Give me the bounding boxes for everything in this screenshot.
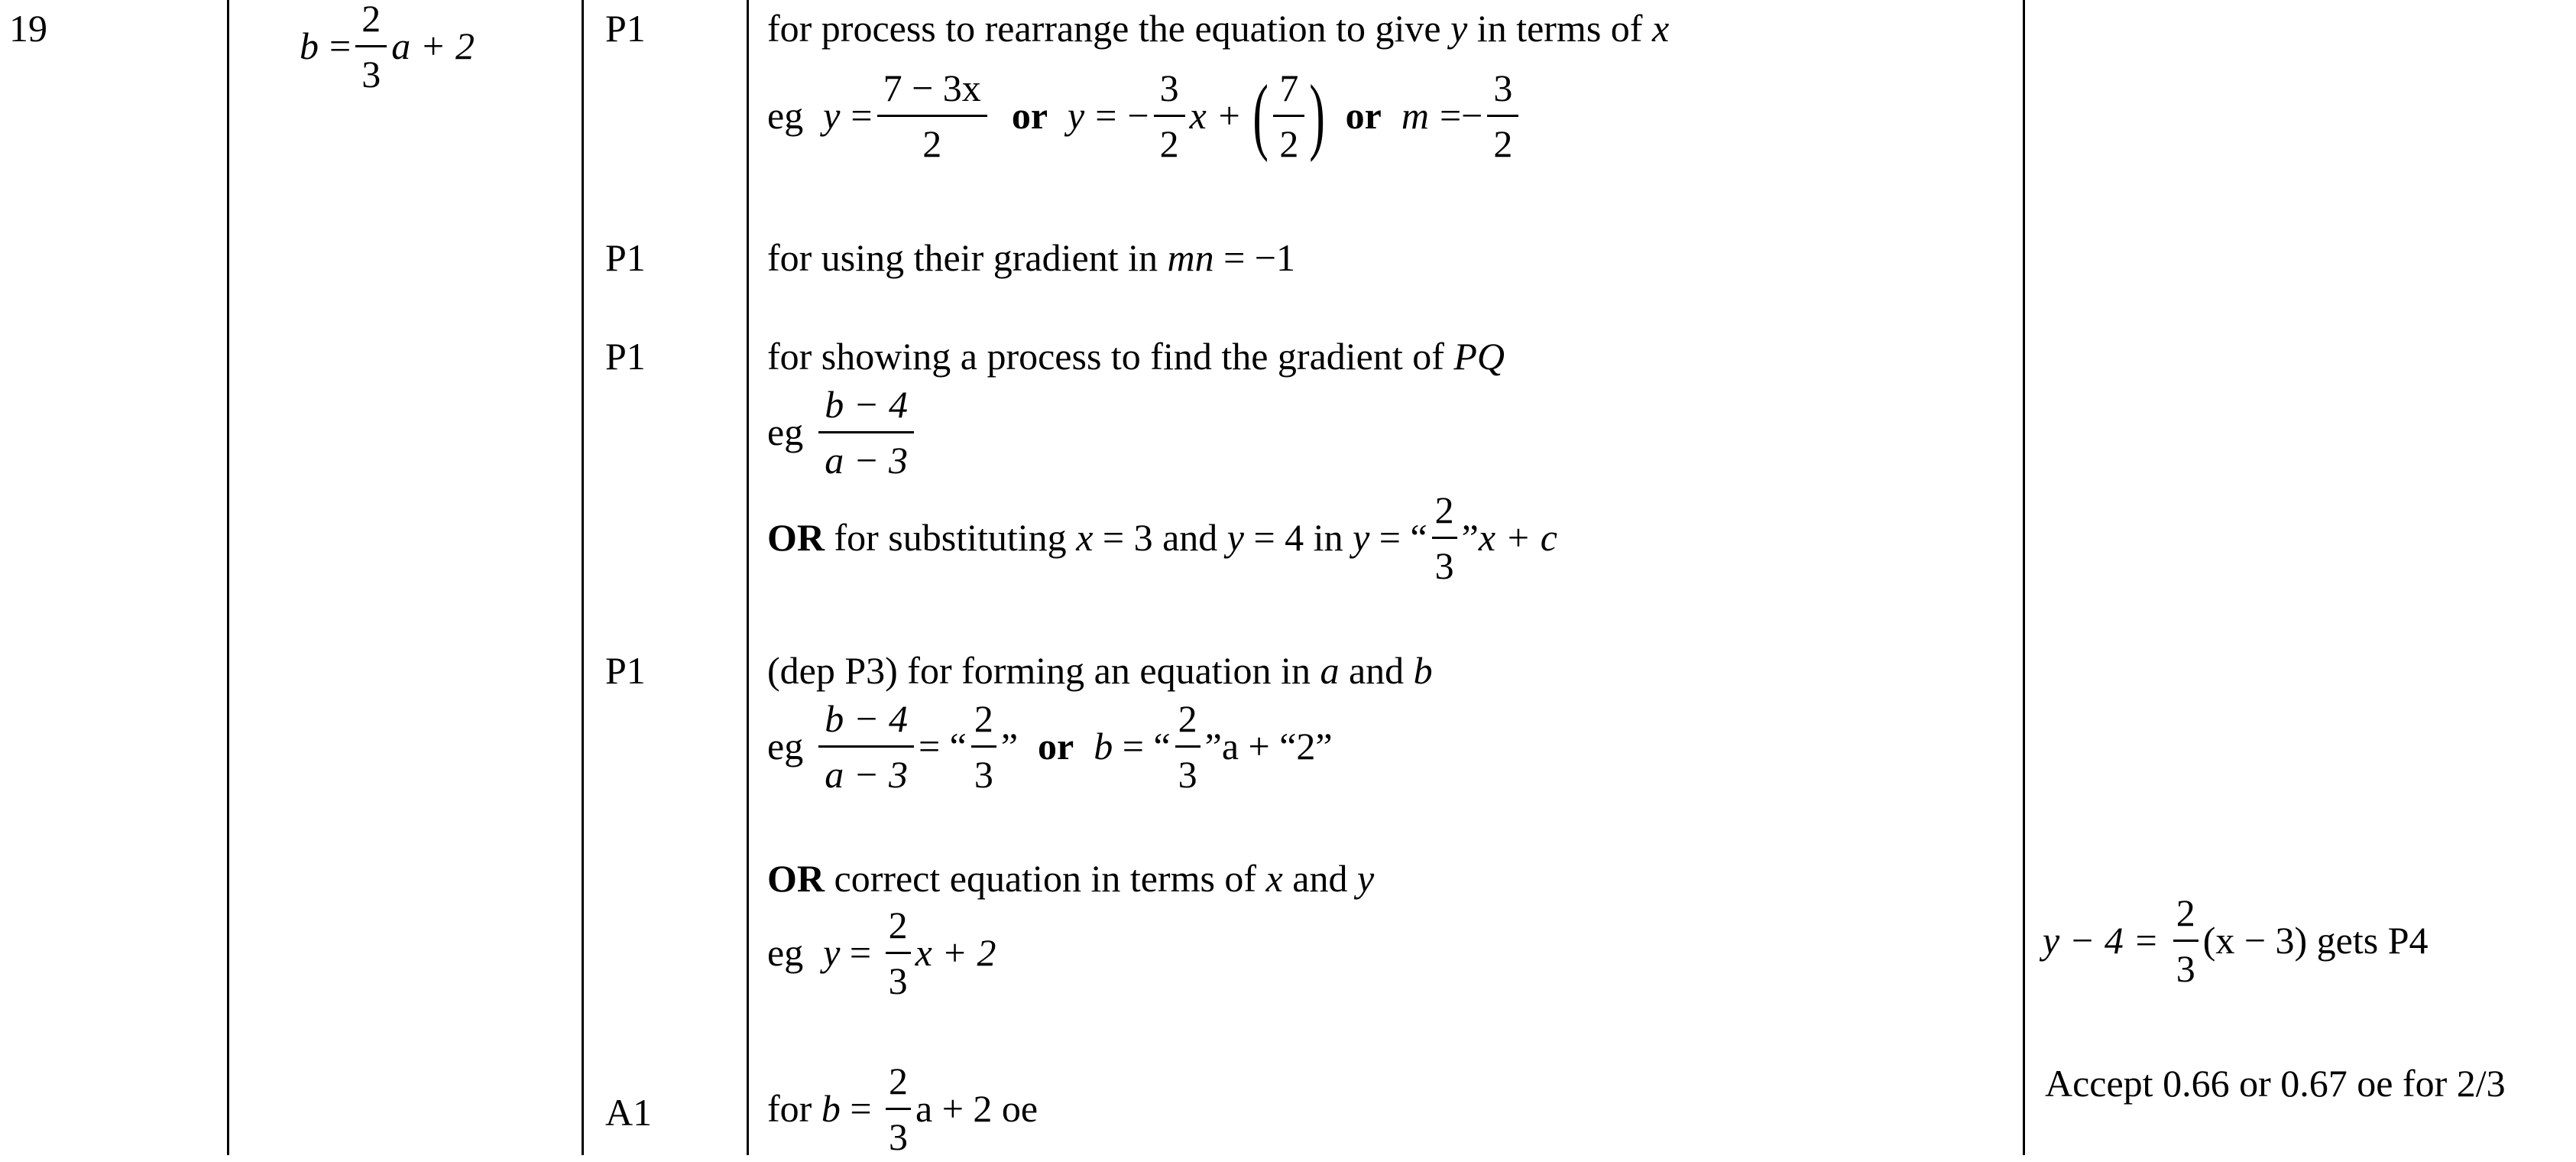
- row4-close: ”: [1000, 725, 1019, 768]
- row3-eg: eg: [767, 411, 804, 453]
- row3-eq-open: = “: [1369, 516, 1427, 559]
- row4-k-fraction: [886, 903, 911, 1003]
- row1-y2-num: 3: [1154, 66, 1185, 117]
- row1-m-eq: =: [1439, 94, 1462, 137]
- row1-examples: [767, 47, 1523, 184]
- row3-sub-text: for substituting: [825, 516, 1077, 559]
- row1-y2-den: 2: [1159, 122, 1179, 165]
- row5-description: [767, 1055, 1038, 1162]
- note-2: Accept 0.66 or 0.67 oe for 2/3: [2045, 1062, 2506, 1105]
- row1-y1-lhs: y: [823, 94, 841, 137]
- row4-and2: and: [1282, 857, 1357, 900]
- column-divider-2: [582, 0, 584, 1155]
- row4-b-lhs: b: [1094, 725, 1113, 768]
- mark-code: P1: [605, 649, 646, 692]
- row1-y2-eq: =: [1095, 94, 1117, 137]
- row4-or-line: [767, 857, 1375, 900]
- row3-sub-y: y: [1226, 516, 1244, 559]
- note1-fraction: [2173, 891, 2199, 991]
- column-divider-4: [2023, 0, 2025, 1155]
- row4-example-2: [767, 899, 996, 1006]
- row4-g-fraction: [971, 696, 996, 797]
- row1-m-den: 2: [1493, 122, 1513, 165]
- row4-or: or: [1038, 725, 1074, 768]
- row5-text: for: [767, 1087, 821, 1130]
- row3-or-line: [767, 469, 1557, 606]
- row1-y2-pnum: 7: [1273, 66, 1304, 117]
- row3-xc: x + c: [1478, 516, 1557, 559]
- row4-and: and: [1339, 649, 1414, 692]
- answer-lhs: b: [300, 24, 319, 67]
- row4-f-den: a − 3: [825, 752, 908, 796]
- row1-y2-paren-fraction: [1273, 66, 1304, 166]
- row2-description: [767, 236, 1296, 279]
- row4-var-a: a: [1320, 649, 1340, 692]
- row1-text-b: in terms of: [1467, 7, 1652, 50]
- row1-eg: eg: [767, 94, 804, 137]
- row2-math: mn: [1167, 236, 1214, 279]
- row1-y1-eq: =: [851, 94, 873, 137]
- row4-h-num: 2: [1175, 696, 1201, 748]
- row1-m-num: 3: [1487, 66, 1518, 117]
- row1-or-1: or: [1011, 94, 1048, 137]
- answer-rest: a + 2: [391, 24, 475, 67]
- row3-close: ”: [1461, 516, 1479, 559]
- column-divider-3: [747, 0, 749, 1155]
- column-divider-1: [227, 0, 229, 1155]
- row3-g-den: 3: [1434, 544, 1454, 587]
- row1-text-a: for process to rearrange the equation to give: [767, 7, 1451, 50]
- row4-b-tail: ”a + “2”: [1204, 725, 1333, 768]
- row1-y1-den: 2: [922, 122, 942, 165]
- row3-or-word: OR: [767, 516, 825, 559]
- answer-num: 2: [355, 0, 387, 47]
- question-number: 19: [9, 7, 47, 50]
- row3-y-lhs: y: [1353, 516, 1370, 559]
- note1-tail: (x − 3) gets P4: [2202, 919, 2429, 962]
- row4-or-word: OR: [767, 857, 825, 900]
- row4-example: [767, 677, 1333, 815]
- row5-den: 3: [889, 1115, 909, 1158]
- row4-y-eq: =: [840, 931, 881, 974]
- left-paren: (: [1252, 68, 1269, 163]
- row4-b-eq-open: = “: [1113, 725, 1171, 768]
- row3-frac-num: b − 4: [818, 382, 914, 433]
- row5-eq: =: [840, 1087, 882, 1130]
- row1-m-fraction: [1487, 66, 1518, 166]
- mark-code: P1: [605, 236, 646, 279]
- row1-var-y: y: [1450, 7, 1468, 50]
- row1-var-x: x: [1651, 7, 1670, 50]
- row3-sub-x: x: [1076, 516, 1094, 559]
- mark-code: P1: [605, 335, 646, 378]
- note1-num: 2: [2173, 891, 2199, 942]
- row3-sub-mid1: = 3 and: [1093, 516, 1227, 559]
- row4-eg2: eg: [767, 931, 804, 974]
- row4-f-fraction: [818, 696, 914, 797]
- row4-var-b: b: [1413, 649, 1433, 692]
- row5-tail: a + 2 oe: [915, 1087, 1039, 1130]
- row1-y2-fraction: [1154, 66, 1185, 166]
- row1-y1-fraction: [877, 66, 987, 166]
- row2-text: for using their gradient in: [767, 236, 1168, 279]
- row3-gradient-fraction: [818, 382, 914, 482]
- answer-eq: =: [329, 24, 352, 67]
- row1-or-2: or: [1345, 94, 1382, 137]
- answer-cell: [300, 0, 475, 99]
- row3-sub-mid2: = 4 in: [1243, 516, 1353, 559]
- row4-text-a: (dep P3) for forming an equation in: [767, 649, 1320, 692]
- row1-y2-lhs: y: [1068, 94, 1085, 137]
- row3-var-pq: PQ: [1453, 335, 1505, 378]
- mark-code: A1: [605, 1091, 653, 1134]
- note1-den: 3: [2176, 946, 2195, 990]
- row3-text-a: for showing a process to find the gradient of: [767, 335, 1454, 378]
- row3-g-num: 2: [1432, 488, 1457, 539]
- row4-k-num: 2: [886, 903, 911, 954]
- row4-g-den: 3: [974, 752, 993, 796]
- row4-h-fraction: [1175, 696, 1201, 797]
- row4-g-num: 2: [971, 696, 996, 748]
- note1-lhs: y − 4 =: [2043, 919, 2169, 962]
- answer-fraction: [355, 0, 387, 96]
- row1-m-minus: −: [1461, 94, 1483, 137]
- row1-y2-minus: −: [1127, 94, 1149, 137]
- row3-g-fraction: [1432, 488, 1457, 588]
- answer-den: 3: [361, 52, 381, 96]
- row4-var-x: x: [1265, 857, 1283, 900]
- row2-tail: = −1: [1213, 236, 1296, 279]
- row4-correct-text: correct equation in terms of: [825, 857, 1266, 900]
- row3-frac-den: a − 3: [825, 438, 908, 482]
- row1-y1-num: 7 − 3x: [877, 66, 987, 117]
- row4-var-y: y: [1356, 857, 1375, 900]
- row1-y2-pden: 2: [1279, 122, 1299, 165]
- row5-num: 2: [886, 1059, 911, 1110]
- row1-y2-x-plus: x +: [1189, 94, 1243, 137]
- row5-b-lhs: b: [821, 1087, 841, 1130]
- row4-eg: eg: [767, 725, 804, 768]
- row4-y-tail: x + 2: [915, 931, 996, 974]
- row4-eq-open: = “: [918, 725, 967, 768]
- row4-f-num: b − 4: [818, 696, 914, 748]
- row1-m-lhs: m: [1401, 94, 1429, 137]
- mark-code: P1: [605, 7, 646, 50]
- row5-fraction: [886, 1059, 911, 1159]
- row1-description: [767, 7, 1670, 50]
- note-1: [2043, 887, 2429, 994]
- row4-h-den: 3: [1178, 752, 1197, 796]
- right-paren: ): [1309, 68, 1326, 163]
- row4-k-den: 3: [888, 959, 908, 1002]
- row4-y-lhs: y: [823, 931, 841, 974]
